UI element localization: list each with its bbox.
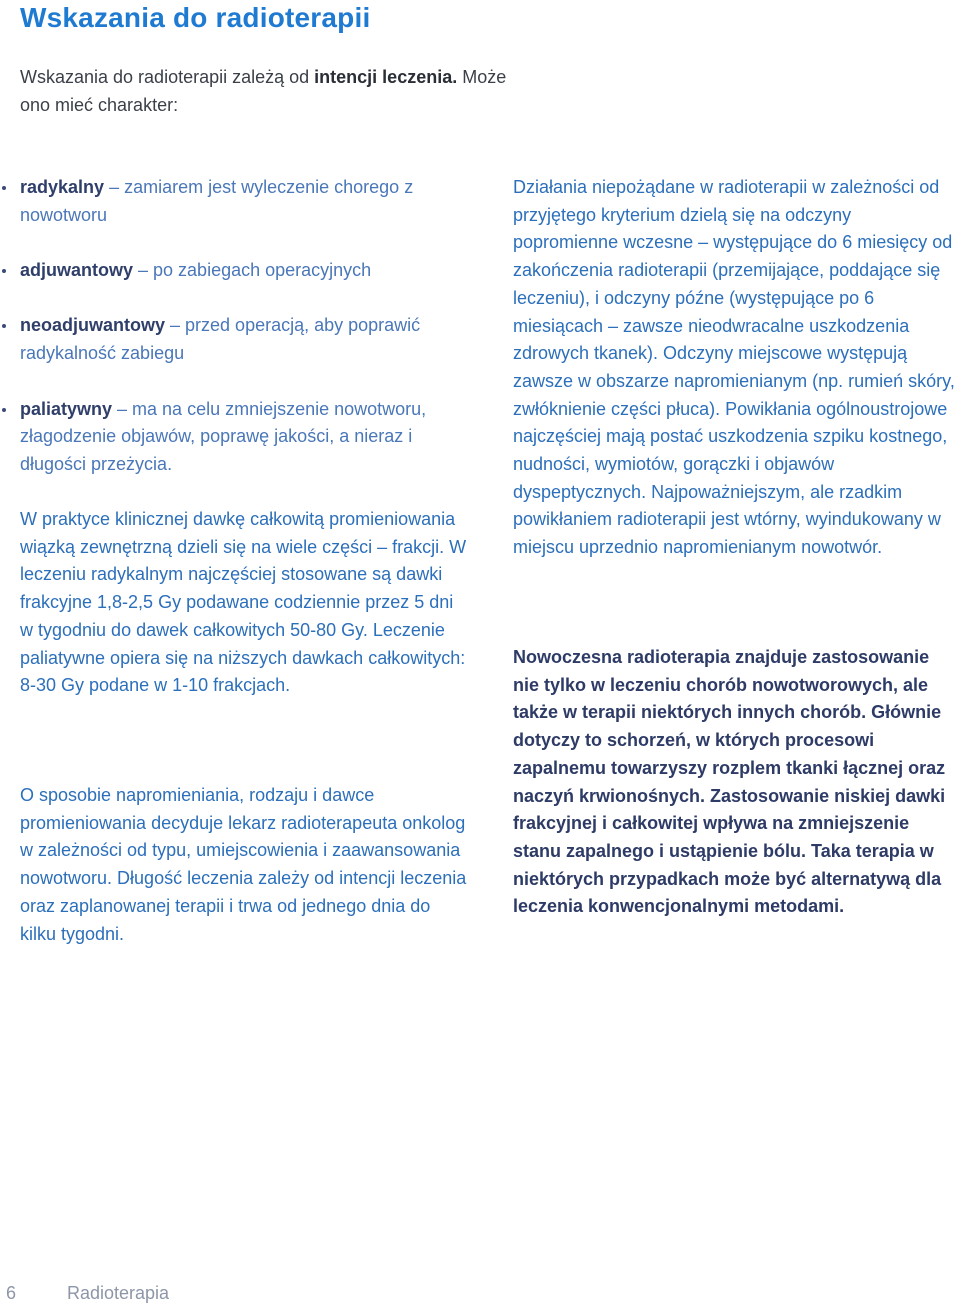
intro-paragraph (20, 64, 520, 119)
list-item-term: radykalny (20, 177, 105, 197)
list-item-desc: – przed operacją, aby poprawić radykalność zabiegu (20, 315, 421, 364)
page-number: 6 (6, 1283, 17, 1303)
list-item-term: paliatywny (20, 398, 113, 419)
list-item (20, 396, 480, 479)
list-item-term: neoadjuwantowy (20, 315, 166, 336)
fractionation-paragraph: W praktyce klinicznej dawkę całkowitą promieniowania wiązką zewnętrzną dzieli się na wiele części – frakcji. W leczeniu radykalnym najczęściej stosowane są dawki frakcyjne 1,8-2,5 Gy podawane codziennie przez 5 dni w tygodniu do dawek całkowitych 50-80 Gy. Leczenie paliatywne opiera się na niższych dawkach całkowitych: 8-30 Gy podane w 1-10 frakcjach. (20, 509, 467, 696)
list-item (20, 257, 480, 285)
treatment-decision-paragraph: O sposobie napromieniania, rodzaju i dawce promieniowania decyduje lekarz radioterapeuta onkolog w zależności od typu, umiejscowienia i zaawansowania nowotworu. Długość leczenia zależy od intencji leczenia oraz zaplanowanej terapii i trwa od jednego dnia do kilku tygodni. (20, 785, 467, 944)
non-oncological-use-paragraph: Nowoczesna radioterapia znajduje zastosowanie nie tylko w leczeniu chorób nowotworowych, ale także w terapii niektórych innych chorób. Głównie dotyczy to schorzeń, w których procesowi zapalnemu towarzyszy rozplem tkanki łącznej oraz naczyń krwionośnych. Zastosowanie niskiej dawki frakcyjnej i całkowitej wpływa na zmniejszenie stanu zapalnego i ustąpienie bólu. Taka terapia w niektórych przypadkach może być alternatywą dla leczenia konwencjonalnymi metodami. (513, 647, 946, 917)
list-item-desc: – zamiarem jest wyleczenie chorego z nowotworu (20, 177, 414, 225)
list-item (20, 174, 480, 229)
intro-text: Wskazania do radioterapii zależą od (20, 67, 315, 87)
intro-text-after: Może ono mieć charakter: (20, 67, 507, 115)
side-effects-paragraph: Działania niepożądane w radioterapii w zależności od przyjętego kryterium dzielą się na odczyny popromienne wczesne – występujące do 6 miesięcy od zakończenia radioterapii (przemijające, poddające się leczeniu), i odczyny późne (występujące po 6 miesiącach – zawsze nieodwracalne uszkodzenia zdrowych tkanek). Odczyny miejscowe występują zawsze w obszarze napromienianym (np. rumień skóry, zwłóknienie części płuca). Powikłania ogólnoustrojowe najczęściej mają postać uszkodzenia szpiku kostnego, nudności, wymiotów, gorączki i objawów dyspeptycznych. Najpoważniejszym, ale rzadkim powikłaniem radioterapii jest wtórny, wyindukowany w miejscu uprzednio napromienianym nowotwór. (513, 177, 955, 558)
list-item-desc: – po zabiegach operacyjnych (133, 260, 372, 281)
list-item (20, 312, 480, 367)
list-item-desc: – ma na celu zmniejszenie nowotworu, złagodzenie objawów, poprawę jakości, a nieraz i długości przeżycia. (20, 398, 427, 474)
list-item-term: adjuwantowy (20, 260, 134, 281)
intro-bold: intencji leczenia. (314, 67, 458, 87)
footer-label: Radioterapia (67, 1283, 170, 1303)
page-footer (0, 1281, 960, 1309)
page-title: Wskazania do radioterapii (20, 2, 371, 33)
intention-list (20, 174, 480, 506)
